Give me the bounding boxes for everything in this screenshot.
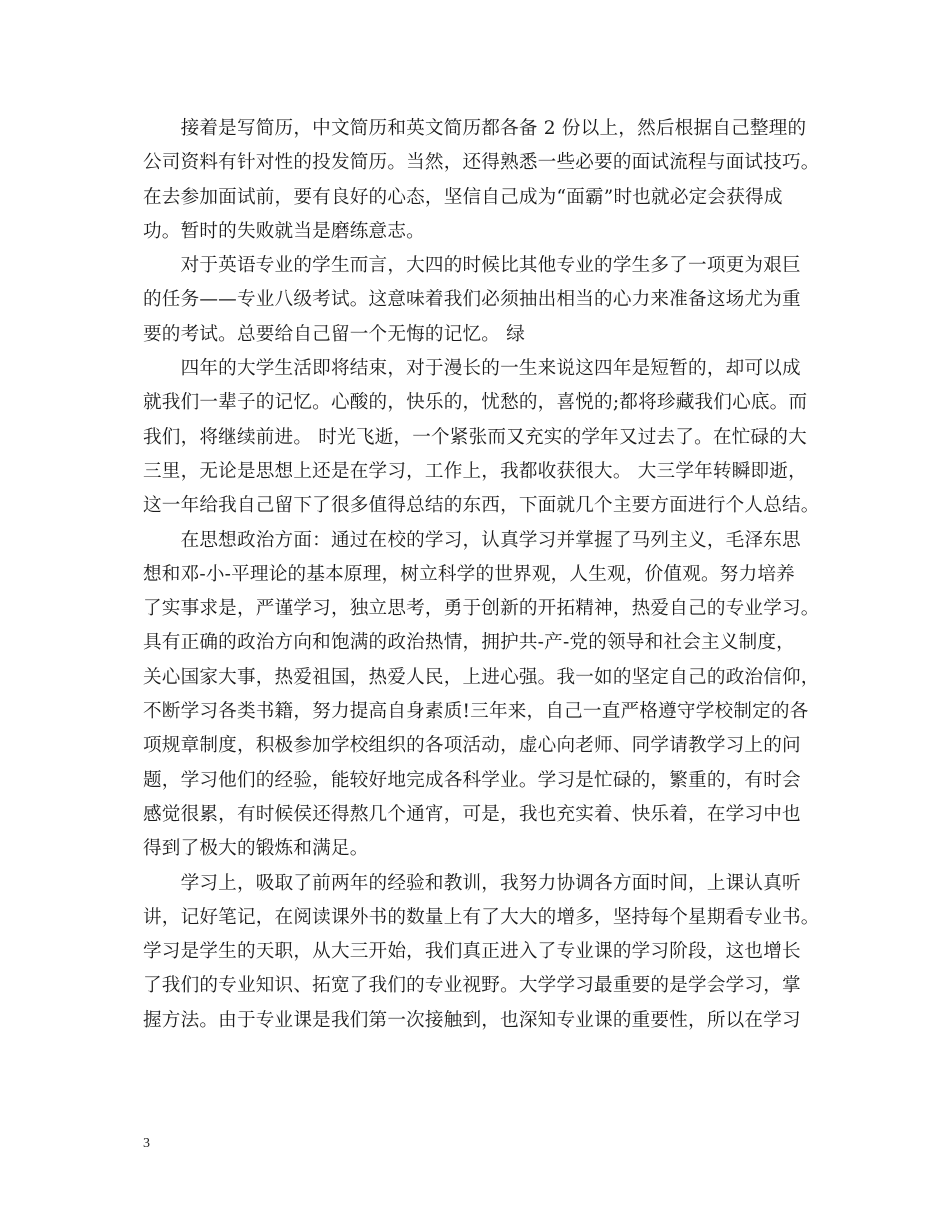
text-line: 的任务——专业八级考试。这意味着我们必须抽出相当的心力来准备这场尤为重 <box>143 289 801 311</box>
text-line: 四年的大学生活即将结束，对于漫长的一生来说这四年是短暂的，却可以成 <box>143 358 801 380</box>
paragraph-political-thought <box>143 524 823 867</box>
text-line: 想和邓-小-平理论的基本原理，树立科学的世界观，人生观，价值观。努力培养 <box>143 563 795 585</box>
text-line: 关心国家大事，热爱祖国，热爱人民，上进心强。我一如的坚定自己的政治信仰， <box>143 666 820 688</box>
paragraph-study <box>143 867 823 1038</box>
text-line: 讲，记好笔记，在阅读课外书的数量上有了大大的增多，坚持每个星期看专业书。 <box>143 906 820 928</box>
text-line: 要的考试。总要给自己留一个无悔的记忆。 绿 <box>143 323 525 345</box>
text-line: 了实事求是，严谨学习，独立思考，勇于创新的开拓精神，热爱自己的专业学习。 <box>143 598 820 620</box>
text-line: 在思想政治方面：通过在校的学习，认真学习并掌握了马列主义，毛泽东思 <box>143 529 801 551</box>
text-line: 接着是写简历，中文简历和英文简历都各备 2 份以上，然后根据自己整理的 <box>143 118 807 139</box>
paragraph-tem8 <box>143 249 823 352</box>
text-line: 了我们的专业知识、拓宽了我们的专业视野。大学学习最重要的是学会学习，掌 <box>143 975 801 997</box>
text-line: 我们，将继续前进。 时光飞逝，一个紧张而又充实的学年又过去了。在忙碌的大 <box>143 426 807 448</box>
paragraph-resume <box>143 112 823 249</box>
text-line: 不断学习各类书籍，努力提高自身素质!三年来，自己一直严格遵守学校制定的各 <box>143 701 809 723</box>
text-line: 在去参加面试前，要有良好的心态，坚信自己成为“面霸”时也就必定会获得成 <box>143 186 783 208</box>
text-line: 握方法。由于专业课是我们第一次接触到，也深知专业课的重要性，所以在学习 <box>143 1009 801 1031</box>
text-line: 项规章制度，积极参加学校组织的各项活动，虚心向老师、同学请教学习上的问 <box>143 735 801 757</box>
text-line: 三里，无论是思想上还是在学习，工作上，我都收获很大。 大三学年转瞬即逝， <box>143 460 807 482</box>
text-line: 具有正确的政治方向和饱满的政治热情，拥护共-产-党的领导和社会主义制度， <box>143 632 795 654</box>
text-line: 题，学习他们的经验，能较好地完成各科学业。学习是忙碌的，繁重的，有时会 <box>143 769 801 791</box>
page-number: 3 <box>143 1136 150 1151</box>
text-line: 对于英语专业的学生而言，大四的时候比其他专业的学生多了一项更为艰巨 <box>143 255 801 277</box>
text-line: 学习是学生的天职，从大三开始，我们真正进入了专业课的学习阶段，这也增长 <box>143 941 801 963</box>
paragraph-college-life <box>143 352 823 523</box>
text-line: 得到了极大的锻炼和满足。 <box>143 838 369 860</box>
text-line: 这一年给我自己留下了很多值得总结的东西，下面就几个主要方面进行个人总结。 <box>143 495 820 517</box>
text-line: 学习上，吸取了前两年的经验和教训，我努力协调各方面时间，上课认真听 <box>143 872 801 894</box>
text-line: 感觉很累，有时候侯还得熬几个通宵，可是，我也充实着、快乐着，在学习中也 <box>143 803 801 825</box>
document-body <box>143 112 823 1038</box>
text-line: 功。暂时的失败就当是磨练意志。 <box>143 220 425 242</box>
text-line: 公司资料有针对性的投发简历。当然，还得熟悉一些必要的面试流程与面试技巧。 <box>143 152 820 174</box>
text-line: 就我们一辈子的记忆。心酸的，快乐的，忧愁的，喜悦的;都将珍藏我们心底。而 <box>143 392 808 414</box>
